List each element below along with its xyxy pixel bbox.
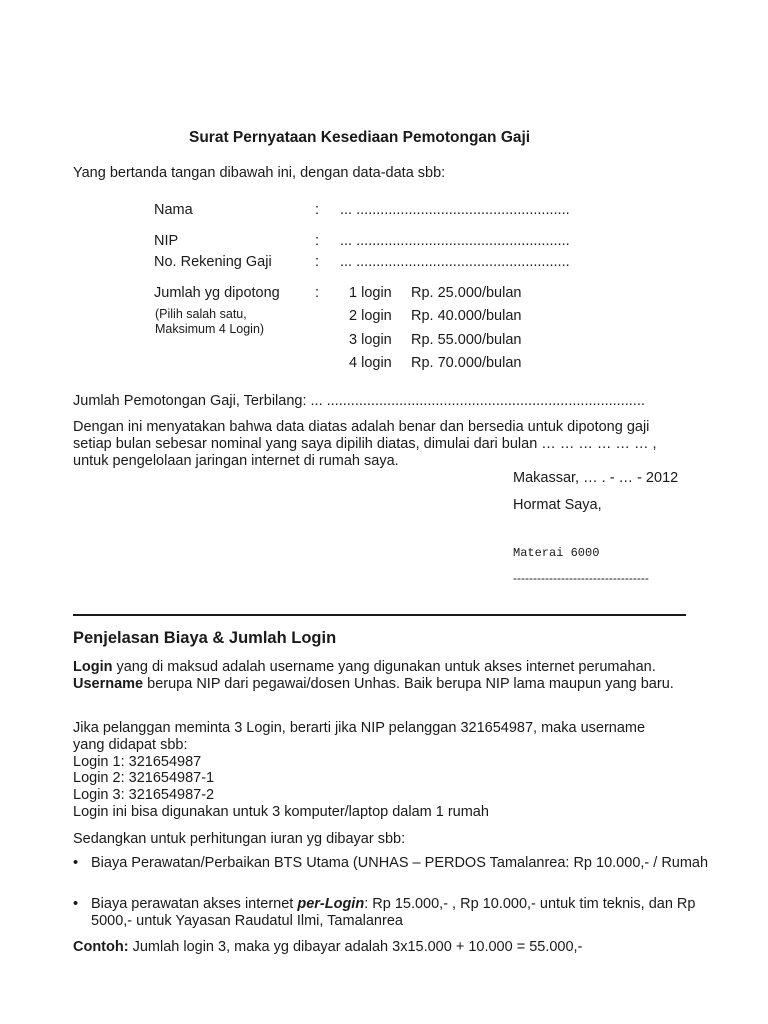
option-login[interactable]: 1 login <box>349 285 392 301</box>
section-divider <box>73 614 686 616</box>
nama-field[interactable]: ... ..................................................... <box>340 202 570 218</box>
bullet-icon: • <box>73 896 79 912</box>
bullet-text: Biaya Perawatan/Perbaikan BTS Utama (UNHAS – PERDOS Tamalanrea: Rp 10.000,- / Rumah <box>91 855 709 871</box>
login-explanation <box>73 659 703 693</box>
section-heading: Penjelasan Biaya & Jumlah Login <box>73 629 337 647</box>
pilih-note: (Pilih salah satu, <box>155 307 247 321</box>
fee-intro: Sedangkan untuk perhitungan iuran yg dibayar sbb: <box>73 831 406 847</box>
bullet-text-post: : Rp 15.000,- , Rp 10.000,- untuk tim teknis, dan Rp 5000,- untuk Yayasan Raudatul Ilmi, Tamalanrea <box>91 896 696 929</box>
login-example: Login 1: 321654987 <box>73 754 202 770</box>
nama-label: Nama <box>154 202 193 218</box>
document-title: Surat Pernyataan Kesediaan Pemotongan Gaji <box>189 129 531 146</box>
pilih-note-max: Maksimum 4 Login) <box>155 322 265 336</box>
nip-colon: : <box>315 233 320 249</box>
example-label: Contoh: <box>73 939 129 955</box>
example-text: Jumlah login 3, maka yg dibayar adalah 3x15.000 + 10.000 = 55.000,- <box>128 939 583 955</box>
per-login-term: per-Login <box>297 896 365 912</box>
rekening-label: No. Rekening Gaji <box>154 254 272 270</box>
bullet-icon: • <box>73 855 79 871</box>
statement-line: untuk pengelolaan jaringan internet di rumah saya. <box>73 453 399 469</box>
username-definition: berupa NIP dari pegawai/dosen Unhas. Baik berupa NIP lama maupun yang baru. <box>143 676 674 692</box>
option-price: Rp. 40.000/bulan <box>411 308 522 324</box>
bullet-text <box>91 896 711 930</box>
login-definition: yang di maksud adalah username yang digunakan untuk akses internet perumahan. <box>112 659 656 675</box>
nip-label: NIP <box>154 233 179 249</box>
username-term: Username <box>73 676 144 692</box>
intro-text: Yang bertanda tangan dibawah ini, dengan data-data sbb: <box>73 165 446 181</box>
rekening-field[interactable]: ... ..................................................... <box>340 254 570 270</box>
nama-colon: : <box>315 202 320 218</box>
option-price: Rp. 55.000/bulan <box>411 332 522 348</box>
login-example: Login 3: 321654987-2 <box>73 787 215 803</box>
jumlah-label: Jumlah yg dipotong <box>154 285 280 301</box>
example-line: Login ini bisa digunakan untuk 3 komputer/laptop dalam 1 rumah <box>73 804 489 820</box>
terbilang-field[interactable]: Jumlah Pemotongan Gaji, Terbilang: ... ............................................................................... <box>73 393 645 409</box>
login-term: Login <box>73 659 113 675</box>
option-price: Rp. 70.000/bulan <box>411 355 522 371</box>
nip-field[interactable]: ... ..................................................... <box>340 233 570 249</box>
example-calculation <box>73 939 582 956</box>
signature-line: ---------------------------------- <box>513 571 649 585</box>
example-line: Jika pelanggan meminta 3 Login, berarti jika NIP pelanggan 321654987, maka username <box>73 720 646 736</box>
bullet-text-pre: Biaya perawatan akses internet <box>91 896 298 912</box>
example-line: yang didapat sbb: <box>73 737 188 753</box>
option-login[interactable]: 4 login <box>349 355 392 371</box>
materai-stamp: Materai 6000 <box>513 546 600 560</box>
place-date: Makassar, … . - … - 2012 <box>513 470 679 486</box>
rekening-colon: : <box>315 254 320 270</box>
statement-line: Dengan ini menyatakan bahwa data diatas adalah benar dan bersedia untuk dipotong gaji <box>73 419 650 435</box>
statement-line: setiap bulan sebesar nominal yang saya dipilih diatas, dimulai dari bulan … … … … … … , <box>73 436 657 452</box>
option-login[interactable]: 2 login <box>349 308 392 324</box>
option-login[interactable]: 3 login <box>349 332 392 348</box>
closing-text: Hormat Saya, <box>513 497 602 513</box>
login-example: Login 2: 321654987-1 <box>73 770 215 786</box>
jumlah-colon: : <box>315 285 320 301</box>
option-price: Rp. 25.000/bulan <box>411 285 522 301</box>
